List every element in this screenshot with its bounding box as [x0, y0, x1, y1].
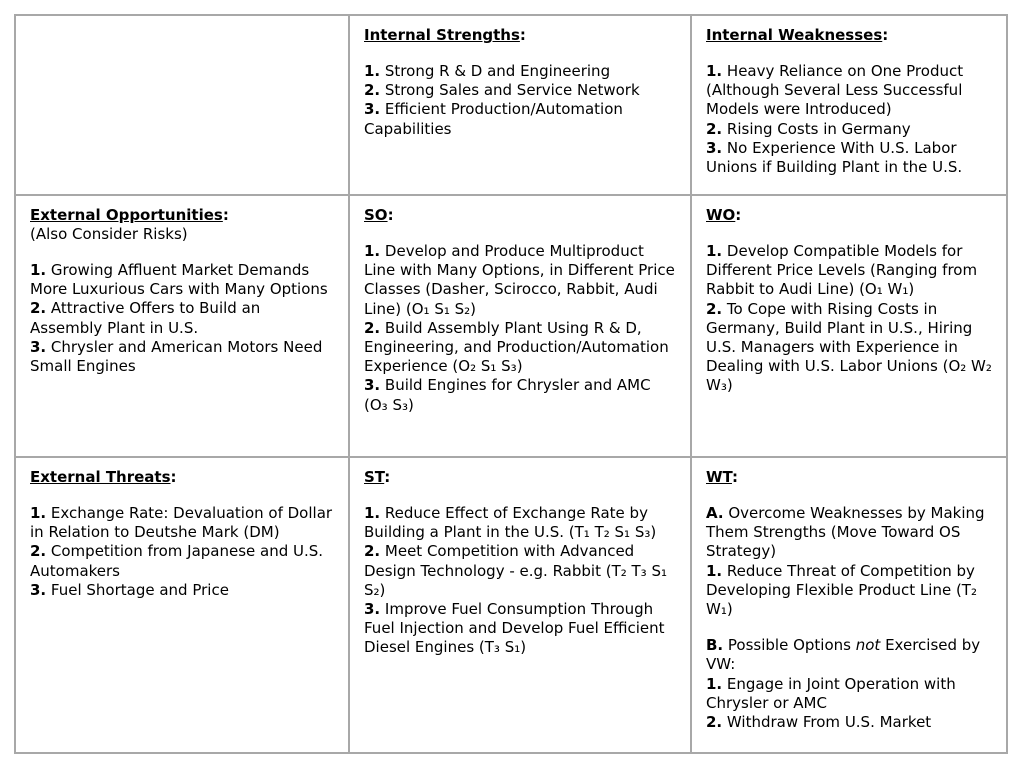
- list-item-text: Build Assembly Plant Using R & D, Engineering, and Production/Automation Experience (O₂ S₁ S₃): [364, 318, 669, 376]
- list-wt-group-a: [706, 504, 994, 619]
- list-item-marker: 3.: [364, 100, 381, 119]
- list-item-text: No Experience With U.S. Labor Unions if Building Plant in the U.S.: [706, 138, 963, 177]
- list-item-text: Withdraw From U.S. Market: [722, 713, 932, 732]
- heading-external-threats: [30, 468, 336, 487]
- list-item-marker: 2.: [364, 542, 381, 561]
- list-item-marker: 2.: [706, 299, 723, 318]
- list-item: [30, 542, 336, 580]
- list-item-marker: 3.: [706, 138, 723, 157]
- heading-wt-colon: :: [731, 468, 738, 486]
- heading-st-colon: :: [384, 468, 391, 486]
- list-item-marker: 2.: [30, 542, 47, 561]
- list-item: [364, 376, 678, 414]
- list-item-text: Strong Sales and Service Network: [380, 81, 640, 100]
- list-wo: [706, 242, 994, 396]
- list-internal-weaknesses: [706, 62, 994, 177]
- list-item: [706, 120, 994, 139]
- list-item-text: Competition from Japanese and U.S. Automakers: [30, 542, 324, 580]
- list-item-text: Build Engines for Chrysler and AMC (O₃ S₃): [364, 376, 651, 414]
- corner-cell: [15, 15, 349, 195]
- table-row-threats: [15, 457, 1007, 753]
- list-item-marker: 2.: [706, 119, 723, 138]
- list-item-text: Meet Competition with Advanced Design Technology - e.g. Rabbit (T₂ T₃ S₁ S₂): [364, 542, 668, 599]
- list-item-text: Heavy Reliance on One Product (Although Several Less Successful Models were Introduced): [706, 62, 964, 119]
- heading-so-text: SO: [364, 206, 388, 224]
- list-item-text: Efficient Production/Automation Capabilities: [364, 100, 623, 138]
- list-item-text: Growing Affluent Market Demands More Luxurious Cars with Many Options: [30, 261, 328, 299]
- cell-external-opportunities: [15, 195, 349, 457]
- list-item-text: Chrysler and American Motors Need Small Engines: [30, 337, 323, 376]
- list-item-emphasis: not: [855, 636, 881, 655]
- list-item: [364, 600, 678, 658]
- list-item: [30, 338, 336, 376]
- list-item: [364, 81, 678, 100]
- heading-internal-strengths-text: Internal Strengths: [364, 26, 520, 44]
- heading-st: [364, 468, 678, 487]
- heading-internal-weaknesses-colon: :: [882, 26, 889, 44]
- list-item: [706, 713, 994, 732]
- list-item-text: Fuel Shortage and Price: [46, 580, 229, 599]
- list-item-text: Attractive Offers to Build an Assembly Plant in U.S.: [30, 299, 261, 337]
- list-item: [706, 675, 994, 713]
- list-item-marker: 1.: [364, 242, 381, 260]
- heading-external-opportunities-text: External Opportunities: [30, 206, 223, 224]
- list-item-marker: 1.: [30, 261, 47, 279]
- cell-internal-weaknesses: [691, 15, 1007, 195]
- heading-internal-weaknesses: [706, 26, 994, 45]
- list-item: [364, 100, 678, 138]
- heading-wo-colon: :: [735, 206, 742, 224]
- heading-external-opportunities-colon: :: [222, 206, 229, 224]
- heading-external-threats-colon: :: [170, 468, 177, 486]
- list-item-marker: 3.: [30, 337, 47, 356]
- list-item: [364, 542, 678, 600]
- heading-so-colon: :: [387, 206, 394, 224]
- cell-wo-strategies: [691, 195, 1007, 457]
- list-item-marker: B.: [706, 636, 724, 655]
- cell-external-threats: [15, 457, 349, 753]
- heading-external-opportunities: [30, 206, 336, 225]
- heading-wt: [706, 468, 994, 487]
- table-row-internal-factors: [15, 15, 1007, 195]
- list-item: [706, 300, 994, 396]
- heading-wo: [706, 206, 994, 225]
- list-item-text: Improve Fuel Consumption Through Fuel Injection and Develop Fuel Efficient Diesel Engines (T₃ S₁): [364, 600, 665, 657]
- list-item-group-b: [706, 636, 994, 674]
- list-so: [364, 242, 678, 415]
- heading-external-threats-text: External Threats: [30, 468, 171, 486]
- table-row-opportunities: [15, 195, 1007, 457]
- list-item-marker: 3.: [30, 580, 47, 599]
- list-item-marker: A.: [706, 504, 724, 522]
- list-item-marker: 1.: [30, 504, 47, 522]
- list-item: [30, 299, 336, 337]
- list-item: [30, 504, 336, 542]
- list-item: [364, 319, 678, 377]
- list-item: [706, 62, 994, 120]
- list-internal-strengths: [364, 62, 678, 139]
- list-item-text: Reduce Effect of Exchange Rate by Building a Plant in the U.S. (T₁ T₂ S₁ S₃): [364, 504, 657, 542]
- list-item-marker: 1.: [706, 674, 723, 693]
- list-external-threats: [30, 504, 336, 600]
- list-item: [30, 261, 336, 299]
- list-item-text: Reduce Threat of Competition by Developing Flexible Product Line (T₂ W₁): [706, 561, 977, 619]
- list-item-text: Overcome Weaknesses by Making Them Strengths (Move Toward OS Strategy): [706, 504, 985, 561]
- list-item-marker: 2.: [364, 81, 381, 100]
- subtitle-external-opportunities: (Also Consider Risks): [30, 225, 188, 243]
- heading-internal-strengths: [364, 26, 678, 45]
- list-item: [706, 562, 994, 620]
- list-item-text: Rising Costs in Germany: [722, 119, 911, 138]
- cell-internal-strengths: [349, 15, 691, 195]
- heading-so: [364, 206, 678, 225]
- list-item-marker: 1.: [364, 504, 381, 522]
- list-item: [30, 581, 336, 600]
- list-item-marker: 1.: [364, 62, 381, 80]
- list-item-marker: 3.: [364, 600, 381, 619]
- heading-wo-text: WO: [706, 206, 736, 224]
- heading-st-text: ST: [364, 468, 385, 486]
- heading-internal-weaknesses-text: Internal Weaknesses: [706, 26, 883, 44]
- list-item: [364, 62, 678, 81]
- heading-wt-text: WT: [706, 468, 732, 486]
- list-item: [364, 504, 678, 542]
- list-item-group-a: [706, 504, 994, 562]
- list-item-text: Develop and Produce Multiproduct Line with Many Options, in Different Price Classes (Dasher, Scirocco, Rabbit, Audi Line) (O₁ S₁ S₂): [364, 242, 675, 318]
- list-item: [706, 242, 994, 300]
- list-item-marker: 1.: [706, 62, 723, 80]
- list-item-marker: 2.: [364, 318, 381, 337]
- list-item: [364, 242, 678, 319]
- list-item-text: Exchange Rate: Devaluation of Dollar in Relation to Deutshe Mark (DM): [30, 504, 333, 542]
- list-item: [706, 139, 994, 177]
- list-external-opportunities: [30, 261, 336, 376]
- list-item-text: Strong R & D and Engineering: [380, 62, 611, 80]
- list-item-text: Develop Compatible Models for Different Price Levels (Ranging from Rabbit to Audi Line) (O₁ W₁): [706, 242, 978, 299]
- cell-st-strategies: [349, 457, 691, 753]
- list-item-marker: 2.: [706, 713, 723, 732]
- list-item-text-before: Possible Options: [723, 636, 856, 655]
- list-item-marker: 1.: [706, 242, 723, 260]
- list-wt-group-b: [706, 636, 994, 732]
- list-st: [364, 504, 678, 658]
- list-item-text: Engage in Joint Operation with Chrysler or AMC: [706, 674, 956, 712]
- cell-wt-strategies: [691, 457, 1007, 753]
- heading-internal-strengths-colon: :: [519, 26, 526, 44]
- list-item-text: To Cope with Rising Costs in Germany, Build Plant in U.S., Hiring U.S. Managers with Experience in Dealing with U.S. Labor Unions (O₂ W₂ W₃): [706, 299, 992, 395]
- cell-so-strategies: [349, 195, 691, 457]
- list-item-marker: 1.: [706, 561, 723, 580]
- list-item-marker: 2.: [30, 299, 47, 318]
- list-item-marker: 3.: [364, 376, 381, 395]
- swot-matrix-table: [14, 14, 1008, 754]
- list-item-text-after: Exercised by VW:: [706, 636, 981, 674]
